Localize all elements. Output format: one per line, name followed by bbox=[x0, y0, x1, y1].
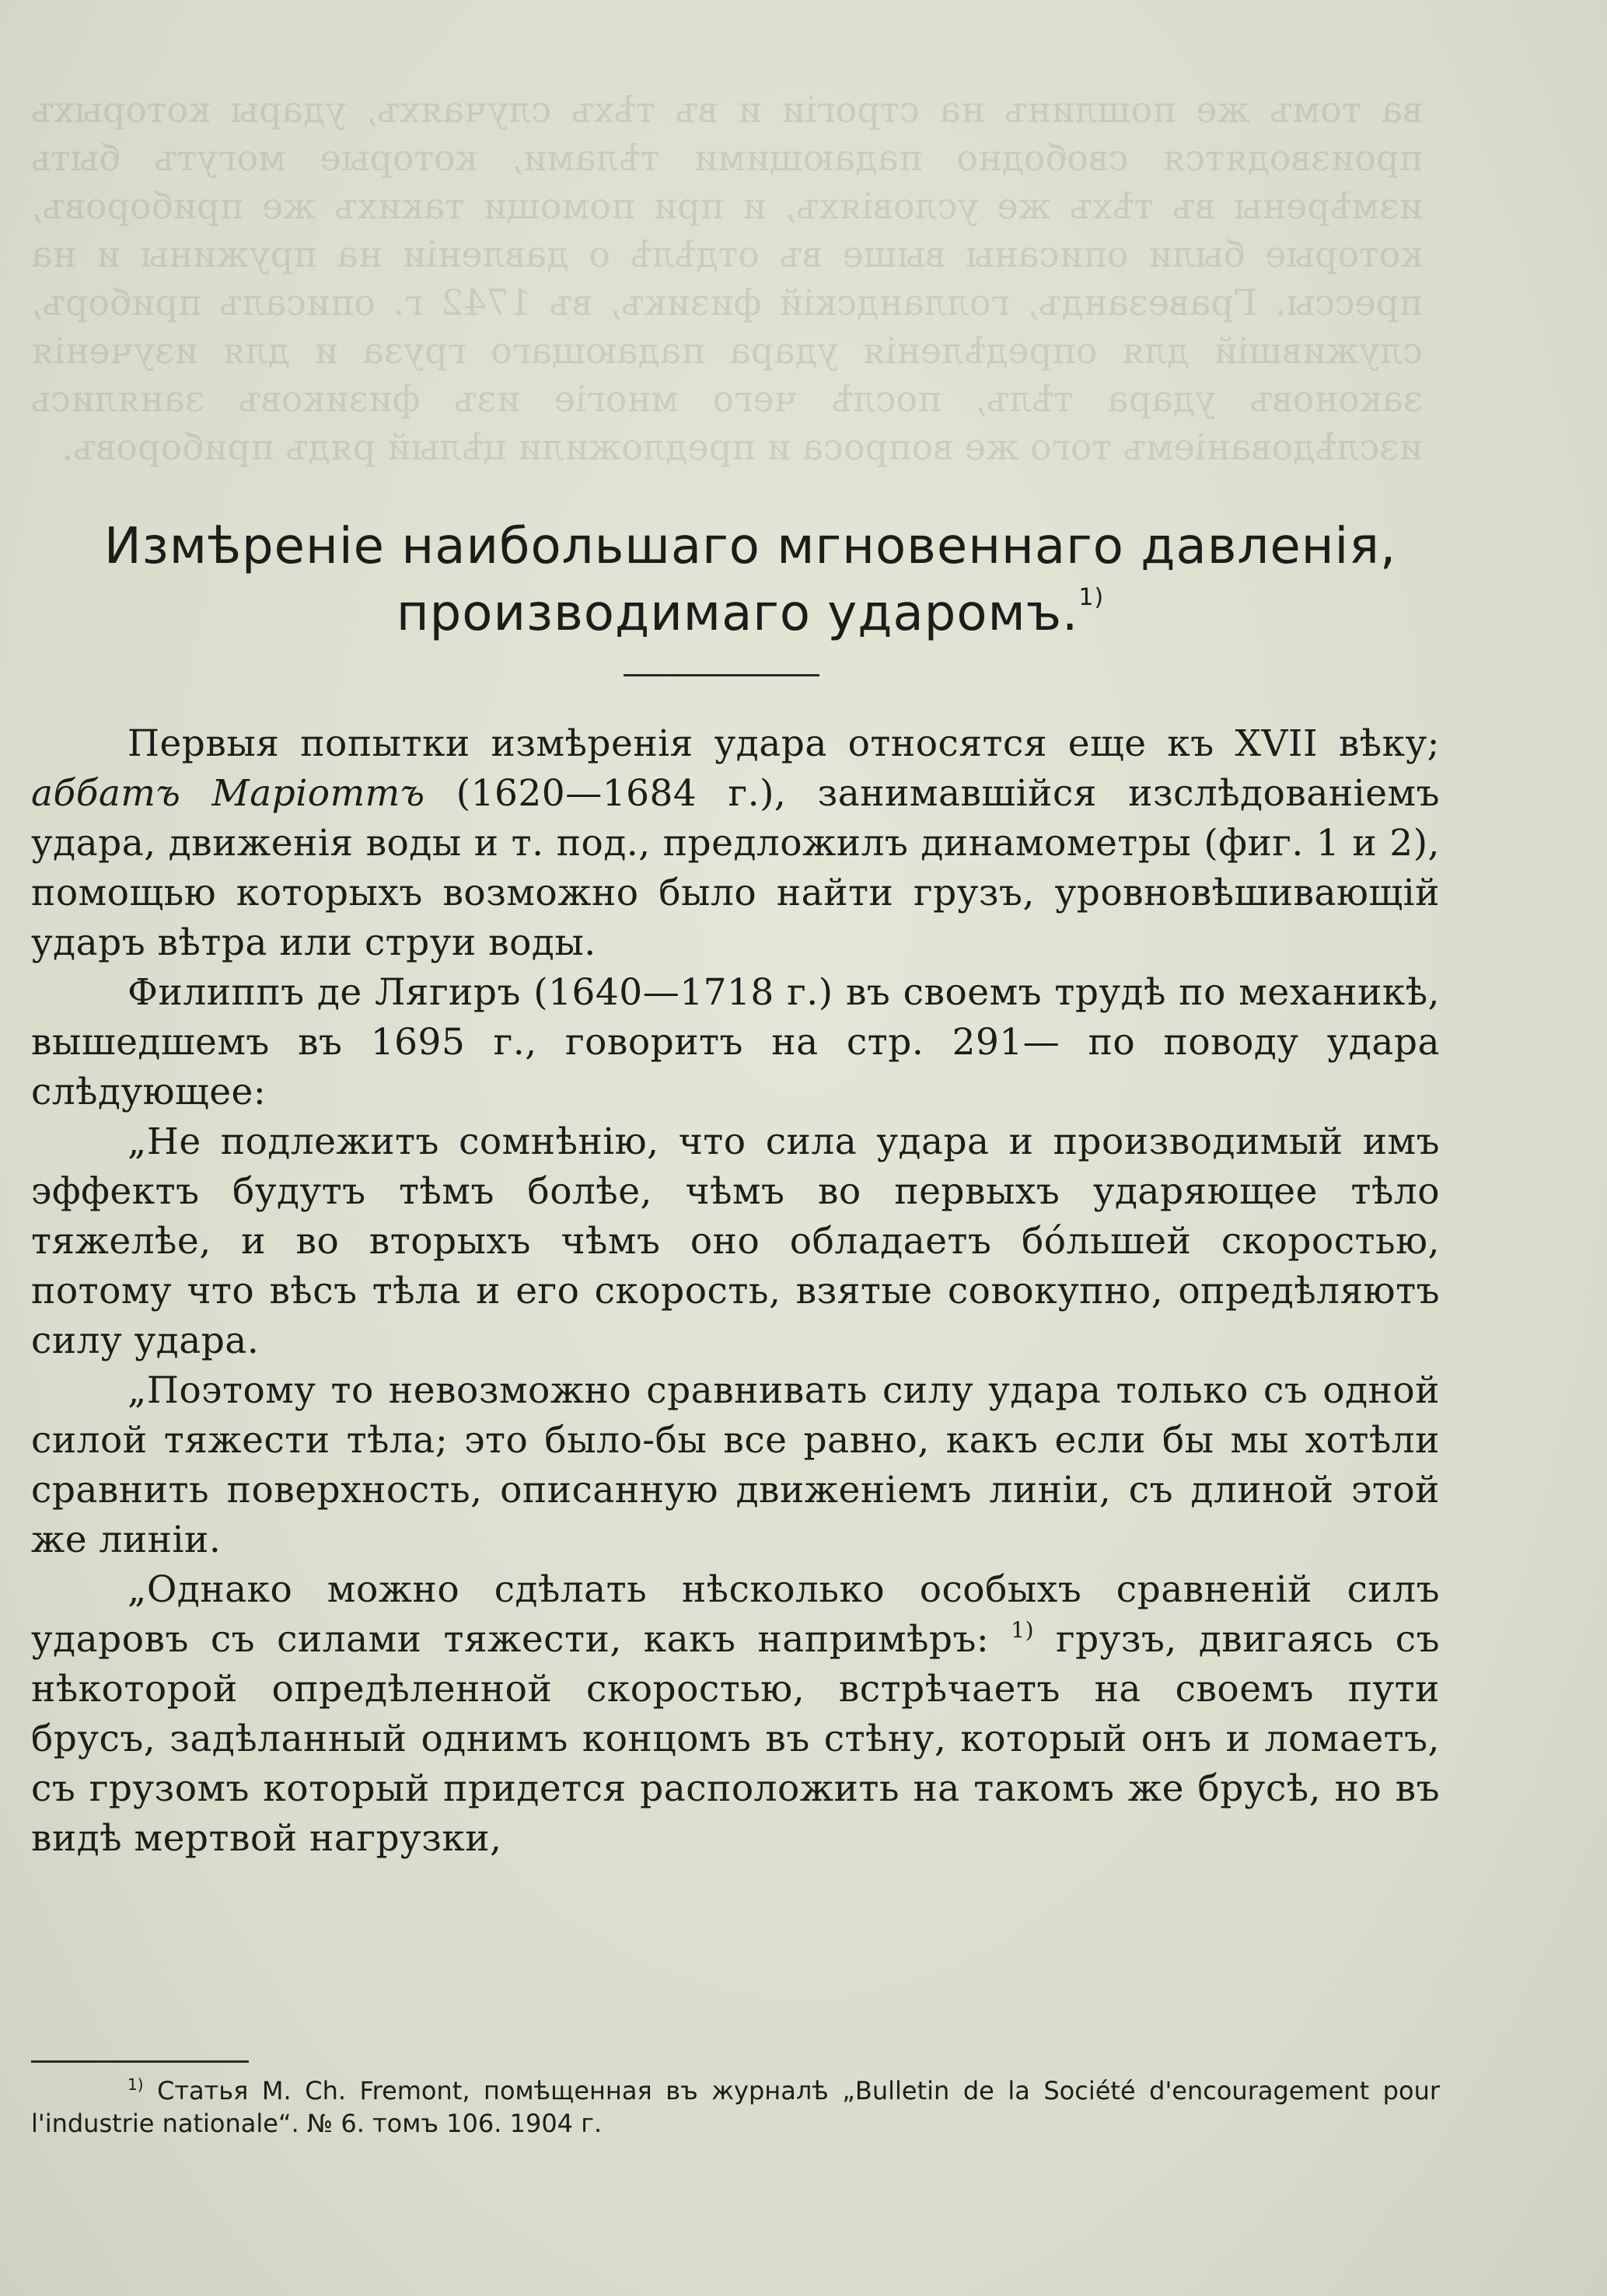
paragraph-1-start: Первыя попытки измѣренія удара относятся еще къ XVII вѣку; bbox=[128, 722, 1440, 765]
paragraph-1-end: (1620—1684 г.), занимавшійся изслѣдованіемъ удара, движенія воды и т. под., предложилъ динамометры (фиг. 1 и 2), помощью которыхъ возможно было найти грузъ, уровновѣшивающій ударъ вѣтра или струи воды. bbox=[31, 772, 1440, 964]
paragraph-4: „Поэтому то невозможно сравнивать силу удара только съ одной силой тяжести тѣла; это было-бы все равно, какъ если бы мы хотѣли сравнить поверхность, описанную движеніемъ линіи, съ длиной этой же линіи. bbox=[31, 1369, 1440, 1561]
paragraph-5-start: „Однако можно сдѣлать нѣсколько особыхъ сравненій силъ ударовъ съ силами тяжести, какъ напримѣръ: bbox=[31, 1568, 1440, 1661]
paragraph-5-enum-mark: 1) bbox=[1011, 1617, 1034, 1643]
footnote-marker: 1) bbox=[128, 2075, 144, 2094]
paragraph-5-end: грузъ, двигаясь съ нѣкоторой опредѣленной скоростью, встрѣчаетъ на своемъ пути брусъ, задѣланный однимъ концомъ въ стѣну, который онъ и ломаетъ, съ грузомъ который придется расположить на такомъ же брусѣ, но въ видѣ мертвой нагрузки, bbox=[31, 1618, 1440, 1860]
footnote-divider bbox=[31, 2060, 249, 2063]
paragraph-1 bbox=[31, 719, 1440, 968]
footnote bbox=[31, 2074, 1440, 2140]
title-line-2 bbox=[31, 580, 1469, 647]
title-divider bbox=[624, 674, 819, 676]
article-title bbox=[31, 513, 1469, 647]
paragraph-5 bbox=[31, 1565, 1440, 1864]
title-line-1: Измѣреніе наибольшаго мгновеннаго давленія, bbox=[103, 518, 1397, 575]
title-footnote-marker[interactable]: 1) bbox=[1078, 584, 1105, 611]
paragraph-3: „Не подлежитъ сомнѣнію, что сила удара и производимый имъ эффектъ будутъ тѣмъ болѣе, чѣмъ во первыхъ ударяющее тѣло тяжелѣе, и во вторыхъ чѣмъ оно обладаетъ бóльшей скоростью, потому что вѣсъ тѣла и его скорость, взятые совокупно, опредѣляютъ силу удара. bbox=[31, 1120, 1440, 1362]
paragraph-1-emphasis: аббатъ Маріоттъ bbox=[31, 772, 425, 815]
paragraph-2: Филиппъ де Лягиръ (1640—1718 г.) въ своемъ трудѣ по механикѣ, вышедшемъ въ 1695 г., говоритъ на стр. 291— по поводу удара слѣдующее: bbox=[31, 971, 1440, 1113]
article-body bbox=[31, 719, 1440, 1864]
bleed-through-text: ва томъ же пошлинъ на строгіи и въ тѣхъ случаяхъ, удары которыхъ производятся свободно падающими тѣлами, которые могутъ быть измѣрены въ тѣхъ же условіяхъ, и при помощи такихъ же приборовъ, которые были описаны выше въ отдѣлѣ о давленіи на пружины и на прессы. Гравезандъ, голландскій физикъ, въ 1742 г. описалъ приборъ, служившій для опредѣленія удара падающаго груза и для изученія законовъ удара тѣлъ, послѣ чего многіе изъ физиковъ занялись изслѣдованіемъ того же вопроса и предложили цѣлый рядъ приборовъ. bbox=[31, 89, 1423, 468]
footnote-text: Статья M. Ch. Fremont, помѣщенная въ журналѣ „Bulletin de la Société d'encouragement pour l'industrie nationale“. № 6. томъ 106. 1904 г. bbox=[31, 2076, 1441, 2138]
title-line-2-text: производимаго ударомъ. bbox=[396, 585, 1079, 642]
